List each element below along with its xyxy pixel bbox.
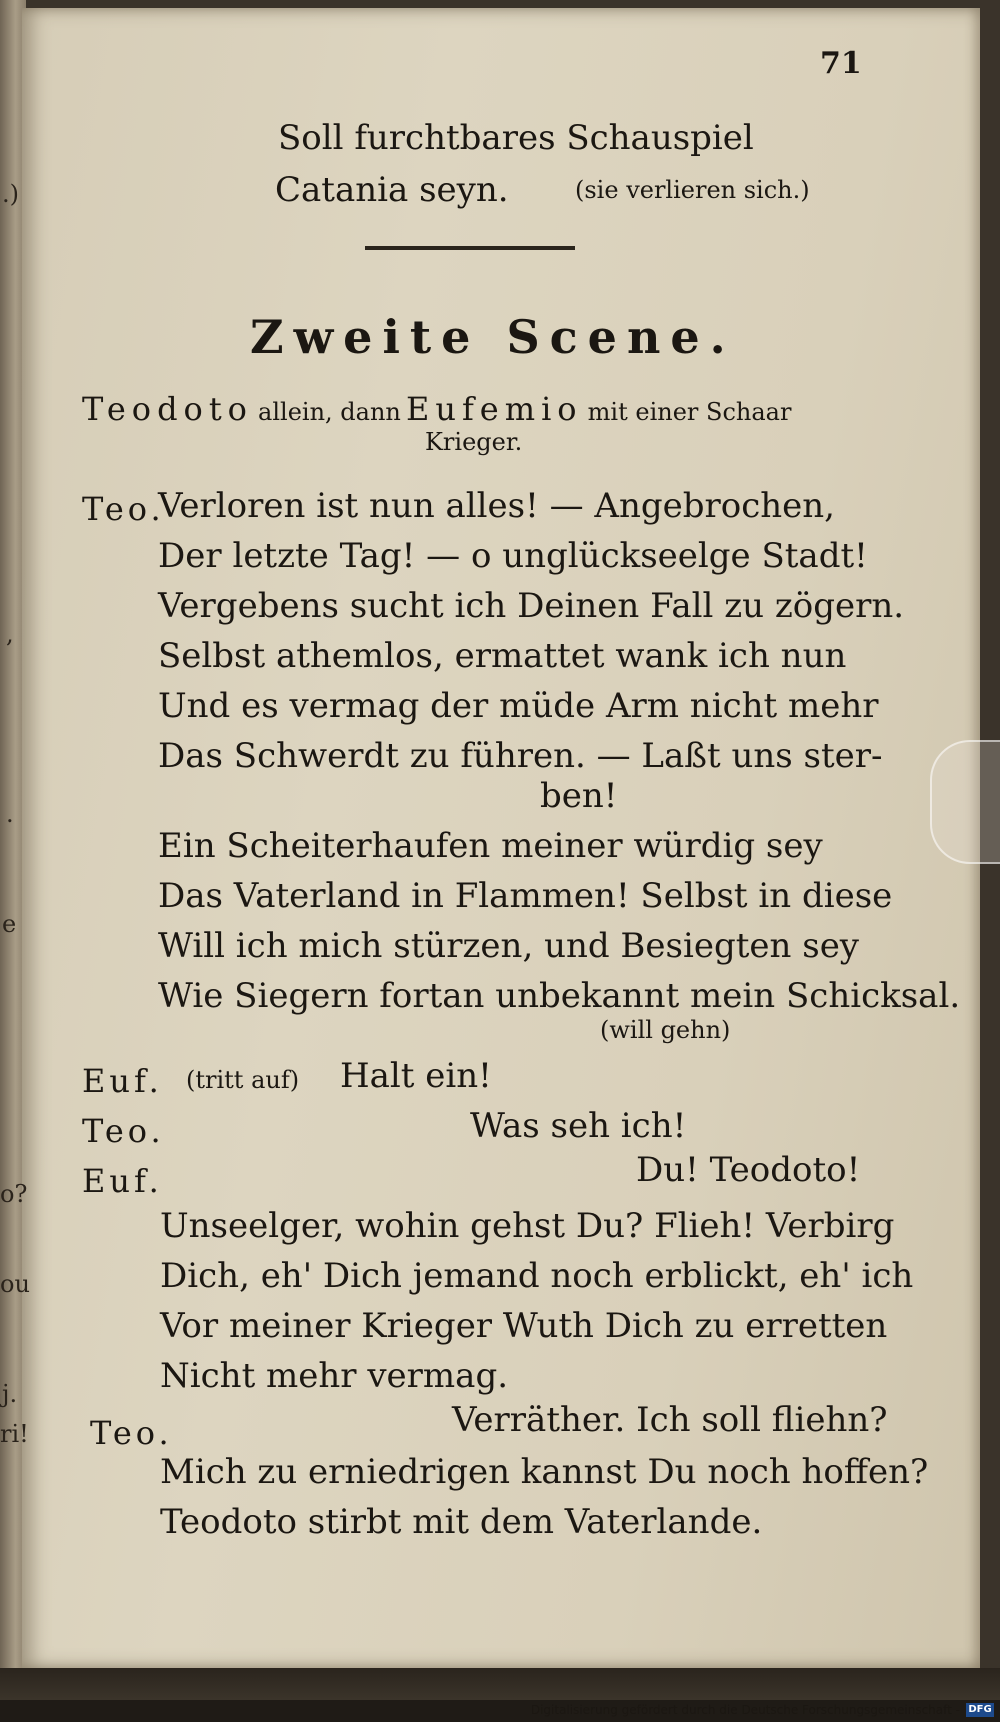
stage-direction: (tritt auf) bbox=[186, 1066, 300, 1094]
verse-line: Vergebens sucht ich Deinen Fall zu zögern. bbox=[158, 586, 905, 626]
speaker-label: Euf. bbox=[82, 1162, 163, 1200]
scene-heading bbox=[82, 390, 791, 428]
stage-direction: (sie verlieren sich.) bbox=[575, 176, 810, 204]
verse-line: Verloren ist nun alles! — Angebrochen, bbox=[158, 486, 835, 526]
verse-line: Nicht mehr vermag. bbox=[160, 1356, 509, 1396]
verse-line: Der letzte Tag! — o unglückseelge Stadt! bbox=[158, 536, 868, 576]
verse-line: Was seh ich! bbox=[470, 1106, 687, 1146]
dfg-logo: DFG bbox=[966, 1703, 994, 1717]
page-clip bbox=[930, 740, 1000, 864]
page-number: 71 bbox=[820, 46, 862, 81]
verse-line: Catania seyn. bbox=[275, 170, 509, 210]
character-name: Eufemio bbox=[405, 390, 583, 428]
margin-fragment: e bbox=[2, 910, 17, 938]
verse-line: Selbst athemlos, ermattet wank ich nun bbox=[158, 636, 847, 676]
margin-fragment: ri! bbox=[0, 1420, 29, 1448]
margin-fragment: j. bbox=[2, 1380, 18, 1408]
verse-line: Das Schwerdt zu führen. — Laßt uns ster- bbox=[158, 736, 883, 776]
verse-line: Teodoto stirbt mit dem Vaterlande. bbox=[160, 1502, 763, 1542]
margin-fragment: .) bbox=[2, 180, 19, 208]
scene-heading-text: Krieger. bbox=[425, 428, 523, 456]
verse-line: Wie Siegern fortan unbekannt mein Schicksal. bbox=[158, 976, 961, 1016]
verse-line: Verräther. Ich soll fliehn? bbox=[452, 1400, 888, 1440]
verse-line: Das Vaterland in Flammen! Selbst in diese bbox=[158, 876, 893, 916]
verse-line: Halt ein! bbox=[340, 1056, 492, 1096]
section-divider bbox=[365, 246, 575, 250]
margin-fragment: , bbox=[6, 620, 14, 648]
verse-line: Vor meiner Krieger Wuth Dich zu erretten bbox=[160, 1306, 888, 1346]
verse-line: Ein Scheiterhaufen meiner würdig sey bbox=[158, 826, 823, 866]
speaker-label: Teo. bbox=[90, 1414, 173, 1452]
verse-line: Soll furchtbares Schauspiel bbox=[278, 118, 754, 158]
verse-line: Will ich mich stürzen, und Besiegten sey bbox=[158, 926, 860, 966]
margin-fragment: ou bbox=[0, 1270, 30, 1298]
speaker-label: Euf. bbox=[82, 1062, 163, 1100]
speaker-label: Teo. bbox=[82, 490, 165, 528]
character-name: Teodoto bbox=[82, 390, 253, 428]
page-bottom-edge bbox=[0, 1668, 1000, 1700]
verse-line: Und es vermag der müde Arm nicht mehr bbox=[158, 686, 879, 726]
verse-line: Dich, eh' Dich jemand noch erblickt, eh' ich bbox=[160, 1256, 914, 1296]
scene-heading-text: allein, dann bbox=[258, 398, 401, 426]
verse-line: Mich zu erniedrigen kannst Du noch hoffen? bbox=[160, 1452, 929, 1492]
scene-title: Zweite Scene. bbox=[250, 310, 736, 364]
funding-notice: Digitalisierung gefördert durch die Deutsche Forschungsgemeinschaft - bbox=[530, 1703, 960, 1717]
verse-line: Unseelger, wohin gehst Du? Flieh! Verbirg bbox=[160, 1206, 895, 1246]
verse-line: Du! Teodoto! bbox=[636, 1150, 861, 1190]
margin-fragment: . bbox=[6, 800, 14, 828]
stage-direction: (will gehn) bbox=[600, 1016, 731, 1044]
verse-line: ben! bbox=[540, 776, 618, 816]
speaker-label: Teo. bbox=[82, 1112, 165, 1150]
scene-heading-text: mit einer Schaar bbox=[587, 398, 792, 426]
margin-fragment: o? bbox=[0, 1180, 28, 1208]
